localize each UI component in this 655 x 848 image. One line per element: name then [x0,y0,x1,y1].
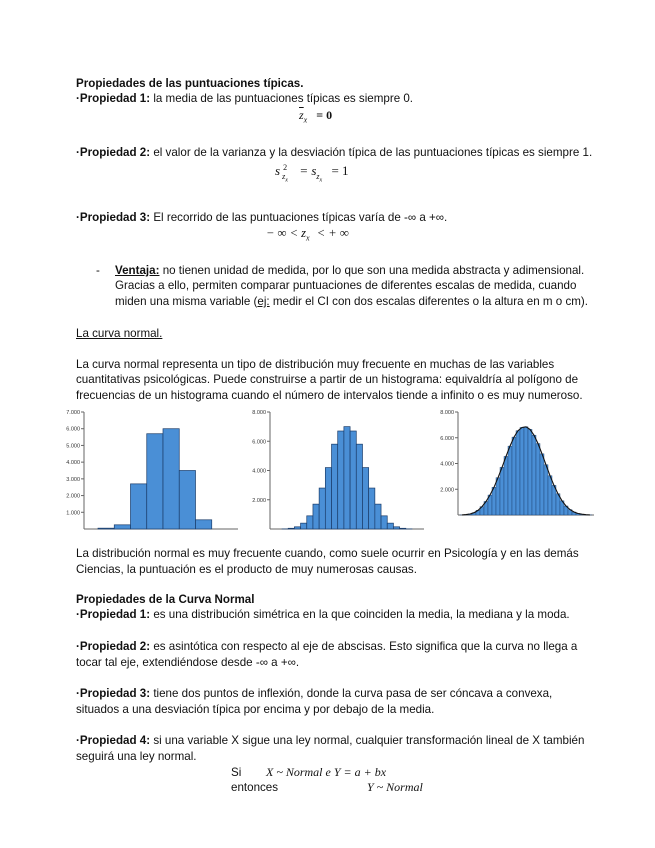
histogram-bar [536,444,540,515]
histogram-bar [375,504,381,529]
histogram-bar [131,484,147,529]
histogram-bar [508,446,512,515]
histogram-bar [313,504,319,529]
histogram-bar [528,429,532,515]
curva-propiedad-3-line-2: situados a una desviación típica por encima y por debajo de la media. [76,703,435,716]
propiedad-3: ·Propiedad 3: El recorrido de las puntuaciones típicas varía de -∞ a +∞. [76,211,448,224]
histogram-bar [319,488,325,529]
curva-propiedad-4-line-2: seguirá una ley normal. [76,750,197,763]
curva-propiedad-4-line-1: ·Propiedad 4: si una variable X sigue una ley normal, cualquier transformación lineal de X también [76,734,585,747]
histogram-2 [244,405,429,541]
histogram-bar [548,476,552,515]
histogram-bar [512,437,516,515]
para1-line-2: cuantitativas psicológicas. Puede construirse a partir de un histograma: equivaldría al polígono de [76,373,579,386]
histogram-bar [492,487,496,515]
histogram-bar [350,431,356,529]
final-expression-1: X ~ Normal e Y = a + bx [266,765,387,779]
final-expression-2: Y ~ Normal [367,780,423,794]
histogram-bar [325,468,331,529]
curva-propiedad-2-line-1: ·Propiedad 2: es asintótica con respecto al eje de abscisas. Esto significa que la curva no llega a [76,640,578,653]
heading-propiedades-tipicas: Propiedades de las puntuaciones típicas. [76,77,304,90]
y-tick-label: 1.000 [66,510,80,517]
ventaja-line-3: miden una misma variable (ej: medir el CI con dos escalas diferentes o la altura en m o cm). [115,295,588,308]
histogram-bar [338,431,344,529]
curva-propiedad-3-line-1: ·Propiedad 3: tiene dos puntos de inflexión, donde la curva pasa de ser cóncava a convexa, [76,687,553,700]
equation-3: − ∞ < $z_x$ < + ∞ [266,226,349,243]
histogram-bar [163,429,179,529]
curva-propiedad-2-line-2: tocar tal eje, extendiéndose desde -∞ a +∞. [76,656,300,669]
histogram-bar [114,525,130,529]
histogram-bar [301,523,307,529]
y-tick-label: 4.000 [252,468,266,475]
histogram-bar [496,478,500,515]
y-tick-label: 2.000 [252,497,266,504]
histogram-bar [393,527,399,529]
y-tick-label: 6.000 [252,439,266,446]
histogram-bar [552,485,556,515]
y-tick-label: 3.000 [66,476,80,483]
histogram-bar [294,527,300,529]
histogram-bar [500,467,504,515]
propiedad-1: ·Propiedad 1: la media de las puntuaciones típicas es siempre 0. [76,92,414,105]
histogram-3 [432,405,597,541]
histogram-bar [147,434,163,529]
ventaja-dash: - [96,264,100,277]
y-tick-label: 5.000 [66,443,80,450]
histogram-bar [516,431,520,515]
heading-propiedades-curva: Propiedades de la Curva Normal [76,593,255,606]
y-tick-label: 8.000 [440,410,454,416]
final-si: Si [231,766,242,779]
equation-1: $\overline{z}_x = 0$ [299,108,333,125]
ventaja-line-1: Ventaja: no tienen unidad de medida, por lo que son una medida abstracta y adimensional. [115,264,585,277]
histogram-bar [307,516,313,529]
y-tick-label: 6.000 [66,426,80,433]
y-tick-label: 2.000 [440,487,454,494]
histogram-bar [98,528,114,529]
histogram-bar [196,520,212,529]
histogram-bar [179,471,195,530]
histogram-bar [362,468,368,529]
ventaja-line-2: Gracias a ello, permiten comparar puntuaciones de diferentes escalas de medida, cuando [115,279,577,292]
y-tick-label: 4.000 [440,461,454,468]
para2-line-1: La distribución normal es muy frecuente cuando, como suele ocurrir en Psicología y en las demás [76,547,579,560]
histogram-1 [58,405,243,541]
histogram-bar [288,528,294,529]
histogram-bar [381,516,387,529]
y-tick-label: 2.000 [66,493,80,500]
curva-propiedad-1: ·Propiedad 1: es una distribución simétrica en la que coinciden la media, la mediana y la moda. [76,608,570,621]
histogram-bar [344,427,350,529]
final-entonces: entonces [231,781,279,794]
para1-line-1: La curva normal representa un tipo de distribución muy frecuente en muchas de las variables [76,358,555,371]
histogram-bar [332,444,338,529]
histogram-bar [356,444,362,529]
histogram-bar [369,488,375,529]
y-tick-label: 6.000 [440,435,454,442]
histogram-bar [387,523,393,529]
para2-line-2: Ciencias, la puntuación es el producto de muy numerosas causas. [76,563,417,576]
y-tick-label: 4.000 [66,460,80,467]
y-tick-label: 7.000 [66,410,80,416]
histogram-bar [520,427,524,515]
propiedad-2: ·Propiedad 2: el valor de la varianza y la desviación típica de las puntuaciones típicas es siempre 1. [76,146,593,159]
heading-curva-normal: La curva normal. [76,327,163,340]
histogram-bar [532,435,536,515]
histogram-bar [544,465,548,515]
histogram-bar [400,528,406,529]
equation-2: s 2 $z_x$ = $s_{z_x} = 1$ [275,163,349,184]
histogram-bar [524,427,528,515]
y-tick-label: 8.000 [252,410,266,416]
para1-line-3: frecuencias de un histograma cuando el número de intervalos tiende a infinito o es muy numeroso. [76,389,583,402]
histogram-bar [540,454,544,515]
histogram-bar [504,456,508,515]
